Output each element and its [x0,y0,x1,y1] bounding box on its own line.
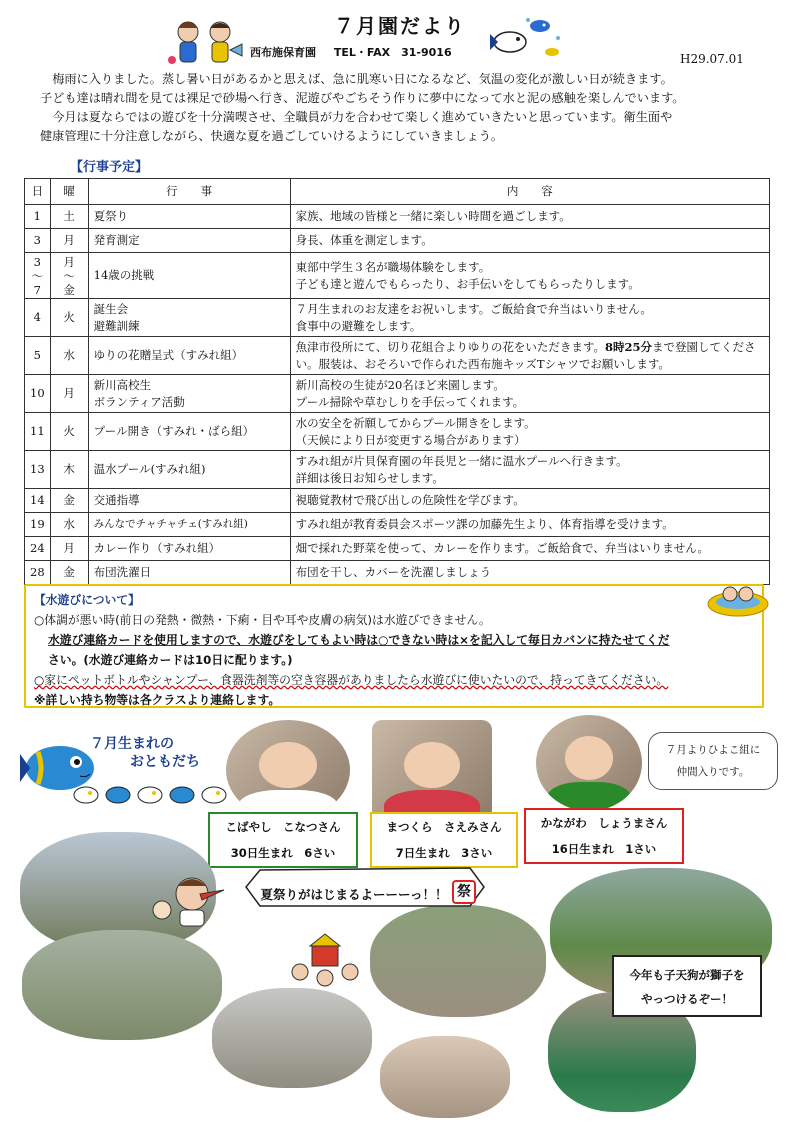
schedule-table [24,178,770,585]
water-play-notice [24,584,764,708]
child-face [565,736,614,780]
cell-day: 5 [25,337,51,375]
water-play-heading: 【水遊びについて】 [34,593,140,607]
child-name-box-1 [208,812,358,868]
cell-weekday: 月 [50,229,88,253]
event-line: 誕生会 [93,301,129,316]
children-watering-icon [168,10,246,68]
nursery-name: 西布施保育園 [250,46,316,59]
content-line: すみれ組が片貝保育園の年長児と一緒に温水プールへ行きます。 [295,453,628,468]
bubble-line: ７月よりひよこ組に [665,744,761,756]
cell-day: 3 ～ 7 [25,253,51,299]
cell-content [290,451,769,489]
cell-day: 1 [25,205,51,229]
table-row [25,229,770,253]
water-play-line: ○体調が悪い時(前日の発熱・微熱・下痢・目や耳や皮膚の病気)は水遊びできません。 [34,613,491,627]
table-row [25,337,770,375]
cell-weekday: 木 [50,451,88,489]
content-line: （天候により日が変更する場合があります） [295,432,526,447]
event-photo-kids [380,1036,510,1118]
event-line: ボランティア活動 [93,394,185,409]
cell-weekday: 火 [50,413,88,451]
event-line: 新川高校生 [93,377,152,392]
cell-content: 家族、地域の皆様と一緒に楽しい時間を過ごします。 [290,205,769,229]
child-photo-1 [226,720,350,820]
festival-caption: 夏祭りがはじまるよーーーっ！！ [260,887,448,902]
cell-weekday: 水 [50,513,88,537]
cell-event: 発育測定 [88,229,290,253]
cell-weekday: 水 [50,337,88,375]
festival-mikoshi-icon [288,930,362,990]
cell-day: 11 [25,413,51,451]
child-birth: 7日生まれ 3さい [395,846,493,860]
content-line: 新川高校の生徒が20名ほど来園します。 [295,377,505,392]
nursery-contact [250,44,466,60]
cell-day: 19 [25,513,51,537]
fish-icon [488,14,568,58]
col-header-day: 日 [25,179,51,205]
cell-day: 28 [25,561,51,585]
cell-day: 13 [25,451,51,489]
content-time-highlight: 8時25分 [605,339,653,354]
shishi-caption-line: 今年も子天狗が獅子を [629,968,745,982]
content-line: 詳細は後日お知らせします。 [295,470,444,485]
content-text: まで登園してください。服装は、おそろいで作られた西布施キッズTシャツでお願いします。 [295,339,756,371]
table-row [25,253,770,299]
child-name: こばやし こなつさん [225,820,341,834]
cell-event [88,299,290,337]
cell-content: 布団を干し、カバーを洗濯しましょう [290,561,769,585]
table-row [25,561,770,585]
cell-content [290,299,769,337]
speech-bubble [648,732,778,790]
cell-content [290,337,769,375]
cell-event: プール開き（すみれ・ばら組） [88,413,290,451]
content-line: 子ども達と遊んでもらったり、お手伝いをしてもらったりします。 [295,276,640,291]
birthday-title-line: ７月生まれの [90,736,174,752]
bubble-line: 仲間入りです。 [676,766,750,778]
cell-event: 温水プール(すみれ組) [88,451,290,489]
content-line: ７月生まれのお友達をお祝いします。ご飯給食で弁当はいりません。 [295,301,652,316]
cell-day: 10 [25,375,51,413]
cell-content: 視聴覚教材で飛び出しの危険性を学びます。 [290,489,769,513]
table-row [25,451,770,489]
child-photo-2 [372,720,492,820]
small-fish-row-icon [70,782,230,808]
table-row [25,513,770,537]
birthday-title [90,735,200,771]
cell-content: 身長、体重を測定します。 [290,229,769,253]
cell-weekday: 月 [50,537,88,561]
cell-content [290,253,769,299]
cell-event: 布団洗濯日 [88,561,290,585]
cell-event: 14歳の挑戦 [88,253,290,299]
intro-line: 梅雨に入りました。蒸し暑い日があるかと思えば、急に肌寒い日になるなど、気温の変化が激しい日が続きます。 [52,72,673,86]
col-header-content: 内 容 [290,179,769,205]
child-birth: 16日生まれ 1さい [551,842,657,856]
cell-day: 24 [25,537,51,561]
cell-day: 14 [25,489,51,513]
content-line: プール掃除や草むしりを手伝ってくれます。 [295,394,525,409]
event-photo-children-line [22,930,222,1040]
cell-event: みんなでチャチャチェ(すみれ組) [88,513,290,537]
child-shirt [547,782,632,811]
child-face [404,742,459,788]
intro-text [40,70,760,146]
shishi-caption-line: やっつけるぞー！ [641,992,733,1006]
content-text: 魚津市役所にて、切り花組合よりゆりの花をいただきます。 [295,339,605,354]
child-photo-3 [536,715,642,811]
intro-line: 子ども達は晴れ間を見ては裸足で砂場へ行き、泥遊びやごちそう作りに夢中になって水と泥の感触を楽しんでいます。 [40,91,685,105]
festival-kanji-badge: 祭 [452,880,476,904]
cell-weekday: 金 [50,561,88,585]
content-line: 東部中学生３名が職場体験をします。 [295,259,491,274]
intro-line: 今月は夏ならではの遊びを十分満喫させ、全職員が力を合わせて楽しく進めていきたいと思っています。衛生面や [52,110,673,124]
cell-weekday: 土 [50,205,88,229]
cell-weekday: 金 [50,489,88,513]
child-name-box-2 [370,812,518,868]
event-line: 避難訓練 [93,318,140,333]
event-photo-festival [370,905,546,1017]
table-row [25,299,770,337]
tengu-mascot-icon [150,870,230,930]
issue-date: H29.07.01 [680,52,744,66]
contact-number: TEL・FAX 31-9016 [333,46,452,59]
cell-day: 3 [25,229,51,253]
water-play-line: ○家にペットボトルやシャンプー、食器洗剤等の空き容器がありましたら水遊びに使いたいので、持ってきてください。 [34,673,669,687]
cell-content: すみれ組が教育委員会スポーツ課の加藤先生より、体育指導を受けます。 [290,513,769,537]
cell-event [88,375,290,413]
table-row [25,413,770,451]
content-line: 食事中の避難をします。 [295,318,422,333]
cell-content [290,375,769,413]
water-play-line: ※詳しい持ち物等は各クラスより連絡します。 [34,693,281,707]
event-photo-group [212,988,372,1088]
child-face [259,742,316,788]
col-header-weekday: 曜 [50,179,88,205]
cell-event: ゆりの花贈呈式（すみれ組） [88,337,290,375]
cell-day: 4 [25,299,51,337]
table-row [25,205,770,229]
child-name: かながわ しょうまさん [540,816,668,830]
cell-event: カレー作り（すみれ組） [88,537,290,561]
schedule-label: 【行事予定】 [70,160,149,175]
water-play-line: さい。(水遊び連絡カードは10日に配ります。) [48,653,293,667]
water-play-line: 水遊び連絡カードを使用しますので、水遊びをしてもよい時は○できない時は×を記入して毎日カバンに持たせてくだ [48,633,670,647]
table-header-row [25,179,770,205]
content-line: 水の安全を祈願してからプール開きをします。 [295,415,536,430]
cell-weekday: 月 ～ 金 [50,253,88,299]
table-row [25,489,770,513]
table-row [25,375,770,413]
shishi-caption [612,955,762,1017]
cell-weekday: 月 [50,375,88,413]
cell-event: 夏祭り [88,205,290,229]
child-name-box-3 [524,808,684,864]
pool-icon [706,576,770,618]
table-row [25,537,770,561]
cell-content [290,413,769,451]
cell-weekday: 火 [50,299,88,337]
child-name: まつくら さえみさん [386,820,502,834]
birthday-title-line: おともだち [130,754,200,770]
intro-line: 健康管理に十分注意しながら、快適な夏を過ごしていけるようにしていきましょう。 [40,129,504,143]
cell-event: 交通指導 [88,489,290,513]
col-header-event: 行 事 [88,179,290,205]
cell-content: 畑で採れた野菜を使って、カレーを作ります。ご飯給食で、弁当はいりません。 [290,537,769,561]
child-birth: 30日生まれ 6さい [230,846,336,860]
page-title: ７月園だより [334,14,466,38]
